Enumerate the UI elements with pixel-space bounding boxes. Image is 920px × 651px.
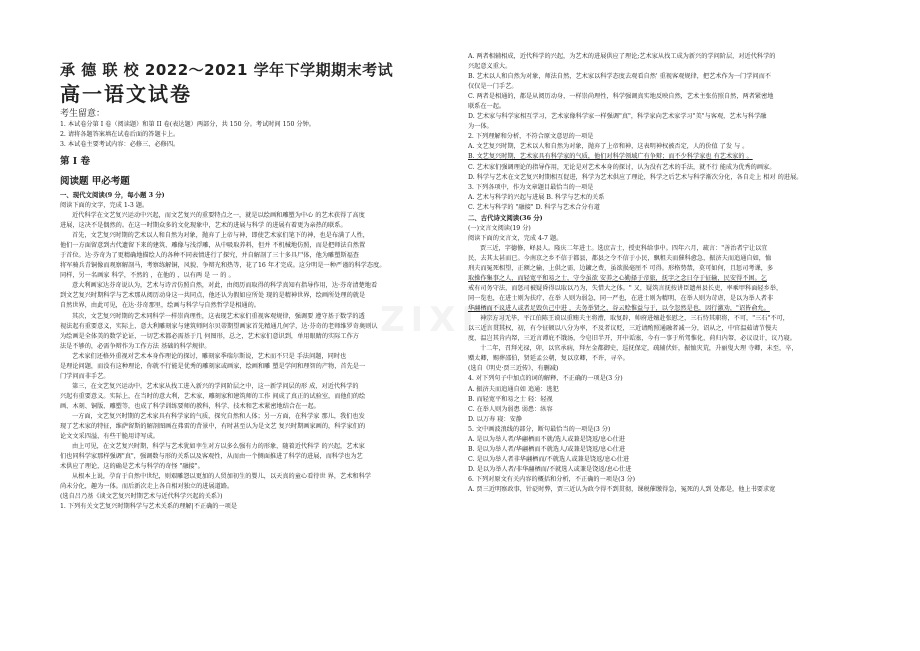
question-line: A. 艺术与科学的兴起与进展 B. 科学与艺术的关系 bbox=[468, 193, 605, 201]
passage-line: 首先，文艺复兴时期的艺术以人和自然为对象，抛弃了上帝与神，即使艺术家们笔下的神，也是布满了人性， bbox=[72, 232, 369, 240]
question-intro: 阅读下面的文字，完成 1-3 题。 bbox=[60, 202, 149, 209]
question-line: 十二年，召拜光禄，卯，以官承病，拜左金都御史，巡抚保定，疏辅伏奸，振恤灾荒，升丽叟大理 寺卿，未至，卒， bbox=[480, 345, 798, 353]
passage-line: 由上可见，在文艺复兴时期，科学与艺术犹如孪生对方以多么强有力的形象，随着近代科学 的兴起，艺术家 bbox=[72, 443, 365, 451]
question-line: (选自《明史·贾三近传》，有删减) bbox=[468, 365, 559, 373]
question-line: A. 文艺复兴时期，艺术以人和自然为对象，抛弃了上帝和神，这表明神权被否定，人的价值 了发 与 。 bbox=[468, 143, 749, 151]
section-heading: 阅读题 甲必考题 bbox=[60, 176, 130, 187]
notice-item: 1. 本试卷分第 I 卷（阅读题）和第 II 卷(表达题）两部分，共 150 分。考试时间 150 分钟。 bbox=[60, 121, 315, 128]
question-line: A. 两者相辅相成，近代科学的兴起，为艺术的进展供应了理论;艺术家从找工成为新兴的学问阶层，对近代科学的 bbox=[468, 53, 776, 60]
passage-line: 同样，另一名画家 科学，不然的 ，在他的 ，以有两 是 一 的 。 bbox=[60, 272, 235, 280]
question-line: D. 艺术家与科学家相互学习，艺术家像科学家一样强调"真"，科学家向艺术家学习"美"与客观，艺术与科学融 bbox=[468, 113, 767, 121]
question-line: B. 文艺复兴时期，艺术家具有科学家的气质，他们对科学领域广有争辩；而不少科学家也 有艺术家的 。 bbox=[468, 153, 753, 161]
passage-line: 画、木刻、铜版、雕塑等，也成了科学训练要师的教科，科学、技术和艺术紧密地结合在一起。 bbox=[60, 402, 320, 410]
passage-line: 一方面，文艺复兴时期的艺术家具有科学家的气质，探究自然和人体；另一方面，在科学家 那儿，我们也发 bbox=[72, 412, 365, 420]
question-line: 度，温岂其肯内帑，三近言谭庇不饿汤，令皂旧半开，开中诟塞，今有一事于所驾惟化，荷归内帑，必议设计，议乃寝。 bbox=[468, 335, 796, 343]
question-line: 戒有司务守法，而惩司被疑昏得以取以乃为，失惜大之体。" 又，疑筑言抚按讲臣遗州县长吏，率乘甲科面轻乡举， bbox=[468, 285, 783, 293]
question-line: 仅仅是一门手艺。 bbox=[468, 83, 518, 91]
passage-line: 进展，这决不是偶然的。在这一时期众多的文化现象中，艺术的进展与科学 的进展有着更为亲热的联系。 bbox=[60, 222, 347, 230]
question-line: 联系在一起。 bbox=[468, 103, 506, 111]
question-line: C. 在举人则为弱患 弱患：纵容 bbox=[468, 405, 553, 413]
question-line: 同一览也，在进士则为扶疗，在举 人则为弱急，同一严也，在进士则为精明，在举人则为苛虐，是以为举人者非 bbox=[468, 295, 774, 303]
passage-line: 们也同科学家那样强调"真"，强调数与形的关系以及客观性，从而由一个侧面推进了科学的进展，而科学也为艺 bbox=[60, 453, 363, 461]
passage-line: 是理论问题，而没有这种理论，你就不行能是优秀的雕刻家或画家，绘画和雕 塑是学问和理智的产物，首先是一 bbox=[60, 362, 366, 370]
question-line: B. 艺术以人和自然为对象，师法自然，艺术家以科学态度去观看自然' 重视客观规律，把艺术作为一门学问而不 bbox=[468, 73, 771, 81]
question-line: A. 是以为举人者/华翮栖而不就/选人或兼是饶返/息心仕进 bbox=[468, 435, 625, 443]
question-line: D. 是以为举人者/非华翮栖而/不就选人或兼是饶返/息心仕进 bbox=[468, 465, 632, 473]
passage-line: (选自吕乃基《谈文艺复兴时期艺术与近代科学兴起的关系》) bbox=[60, 493, 223, 501]
passage-line: 将军骑兵青铜像而观察解剖马，考察练解铜，风貌、争辩光和热等，花了16 年才完成。这分明是一种严谨的科学态度。 bbox=[60, 262, 386, 270]
question-line: 为一体。 bbox=[468, 123, 493, 131]
passage-line: 为绘画是全体美的数学论证，一切艺术都必需基于几 何图形，总之，艺术家们意识到，单用眼睛的实际工作方 bbox=[60, 332, 359, 340]
question-line: C. 艺术与科学的 "融接" D. 科学与艺术合分有道 bbox=[468, 203, 600, 211]
question-line: 民，去其太甚而已。今南京之乡不信于都县，都县之令不信于小民，飘租夫而催科愈急，振济夫而追通自如，恤 bbox=[468, 254, 772, 262]
question-line: 6. 下列对原文有关内容的概括和分析，不正确的一项是(3 分) bbox=[468, 475, 636, 483]
question-line: 2. 下列理解和分析，不符合原文意思的一项是 bbox=[468, 133, 594, 141]
question-line: A. 贾三近明察政事，针砭时弊，贾三近认为政令得不到贯彻，课税催缴得急，冤死的人到 处都是，他上书要求宽 bbox=[468, 485, 776, 493]
passage-line: 术供应了理论，这的确是艺术与科学的奇怪 "融接"。 bbox=[60, 463, 204, 471]
passage-line: 到文艺复兴时期科学与艺术那从阅历动身这一共同点，他还认为假如应所处 现的是精神世界，绘画所处理的就是 bbox=[60, 292, 366, 300]
passage-line: 1. 下列有关文艺复兴时期科学与艺术关系的理解|不正确的一项是 bbox=[60, 503, 238, 511]
watermark: ZIXIN bbox=[380, 300, 515, 340]
question-line: 取操作集事之人，而轻宽平和易之士，守令虽欲 安养之心勤择于帝旅，抚字之念日夺于征输，民安得不困。乞 bbox=[468, 274, 767, 282]
question-line: (一)文言文阅读(19 分) bbox=[468, 224, 531, 232]
passage-line: 法是不够的，必需争辩作为工作方法 基础的科学规律。 bbox=[60, 342, 211, 350]
question-line: 贾三近，字德修，峄县人。隆庆二年进士。选庶吉士，授吏科给事中。四年六月，疏言："善治者宁让以宜 bbox=[480, 244, 768, 252]
passage-line: 从根本上说，孕育于自然中世纪，则艰雕怨以更加的人贸加初生的婴儿，以天真的童心看待世 界，艺术和科学 bbox=[72, 473, 371, 481]
question-line: 神宗方习无毕，平江伯陈王谟以重贿夫主将漕，取复辟，帅府进嬗赴张慰之，三石恃其职将，不可，"三石"不可， bbox=[480, 315, 789, 323]
question-line: C. 是以为举人者非华翮栖而/不就选人或兼是饶返/息心仕进 bbox=[468, 455, 630, 463]
question-line: C. 两者是相通的，都是从阅历动身，一样崇尚理性，科学强调真实地反映自然，艺术主张仿照自然，两者紧密地 bbox=[468, 93, 774, 101]
notice-heading: 考生留意： bbox=[60, 109, 106, 119]
passage-line: 意大利画家达芬奇说认为，艺术与诗音仿照自然，对此，由阅历而取得的科学真知有指导作用，达·芬奇清楚地看 bbox=[72, 282, 378, 290]
passage-line: 论文文采四溢，有些干脆用诗写成。 bbox=[60, 433, 159, 441]
notice-item: 3. 本试卷主要考试内容：必修三、必修四。 bbox=[60, 141, 180, 148]
passage-line: 门学问而非手艺。 bbox=[60, 372, 110, 380]
passage-line: 兴起有重要意义。实际上，在当时的意大利，艺术家，雕刻家和建筑师的工作 间成了真正的试验室，而他们的绘 bbox=[60, 392, 366, 400]
question-line: 赠太卿，赐葬邵伯，贤延孟公朝，复以京卿，不许，寻卒。 bbox=[468, 355, 629, 363]
questions-body bbox=[468, 52, 858, 495]
subject-title: 高一语文试卷 bbox=[60, 82, 192, 106]
question-line: C. 艺术家们强调理论的指导作用，无论是对艺术本身的探讨，认为没有艺术的手法，就不行 能成为优秀的画家。 bbox=[468, 163, 776, 171]
question-line: A. 振济夫而追通自如 追通：逃犯 bbox=[468, 385, 559, 393]
question-line: 5. 文中画波浪线的部分，断句最恰当的一项是(3 分) bbox=[468, 425, 611, 433]
question-line: 4. 对下列句子中加点的词的解释，不正确的一项是(3 分) bbox=[468, 375, 623, 383]
passage-line: 自然世界，由此可见，在达·芬奇那里，绘画与科学与自然哲学是相通的。 bbox=[60, 302, 260, 310]
part-heading: 第 I 卷 bbox=[60, 156, 91, 167]
question-line: B. 而轻宽平和易之士 轻：轻视 bbox=[468, 395, 553, 403]
question-line: 刑夫而冤死相望，正额之输，上供之需，边鑛之费，虽欲损毫厘不 可得。形格势禁，莫可如何，且惩司考课，多 bbox=[468, 264, 774, 272]
passage-line: 艺术家们还格外重视对艺术本身作理论的探讨，雕刻家季瑞尔斯说，艺术而不只是 手法问题，同时也 bbox=[72, 352, 347, 360]
question-line: 华翮栖而不议进人或者足毁负己中进 ，夫务举贤之，谷云赊惟益与于，以令忽然是也，因行激劝，"诏皆俞允。 bbox=[468, 305, 770, 313]
question-line: D. 科学与艺术在文艺复兴时期相互促进，科学为艺术供应了理论，科学之后艺术与科学渐次分化，各自走上 相对 的进展。 bbox=[468, 173, 803, 181]
passage-line: 第三，在文艺复兴运动中，艺术家从找工进入新兴的学问阶层之中，这一新学问层的形 成，对近代科学的 bbox=[72, 382, 359, 390]
exam-title: 承 德 联 校 2022～2021 学年下学期期末考试 bbox=[60, 61, 394, 79]
question-line: D. 以万寿 寝：安静 bbox=[468, 415, 522, 423]
passage-line: 视法起有重要意义，实际上，意大利雕刻家与建筑师阿尔贝蒂期望画家首先精通几何学，达·芬奇的老师维罗奇奥则认 bbox=[60, 322, 378, 330]
left-column bbox=[60, 52, 450, 644]
question-line: B. 是以为举人者/华翮栖而不就选人/或兼是饶返/息心仕进 bbox=[468, 445, 626, 453]
passage-line: 于首位。达·芬奇为了更精确地描绘人的各种不同表情进行了探究，并自解剖了三十多具尸体，他为雕塑斯福查 bbox=[60, 252, 359, 260]
passage-line: 近代科学在文艺复兴运动中兴起，而文艺复兴的重要特点之一，就是以绘画和雕塑为中心 的艺术获得了高度 bbox=[72, 212, 365, 220]
passage-line: 其次，文艺复兴时期的艺术同科学一样崇尚理性，这表现艺术家们重视客观规律，强调要 遵守基于数学的透 bbox=[72, 312, 365, 320]
question-line: 阅读下面的文言文，完成 4-7 题。 bbox=[468, 234, 563, 242]
question-line: 以三近言贯其权，初，有令征顿以八分为率，不及者议贬，三近请酌照通融者减一分，诏从之，中官温茹请节慢夫 bbox=[468, 325, 778, 333]
passage-line: 尚未分化，趣为一体。而后新次走上各自相对独立的进展道路。 bbox=[60, 483, 234, 491]
question-line: 3. 下列各项中，作为文章题目最恰当的一项是 bbox=[468, 183, 594, 191]
question-group-heading: 一、现代文阅读(9 分，每小题 3 分) bbox=[60, 191, 165, 199]
question-group-heading: 二、古代诗文阅读(36 分) bbox=[468, 213, 543, 222]
passage-line: 他们一方面留意到古代遗留下来的建筑、雕像与浅浮雕，从中吸取养料，但并 不机械地仿照，而是把师法自然置 bbox=[60, 242, 366, 250]
right-column bbox=[468, 52, 858, 644]
notice-item: 2. 请将各题答案填在试卷后面的答题卡上。 bbox=[60, 131, 180, 138]
passage-line: 现了艺术家的特征，维萨留斯的解剖图画在弗雷的背景中，有时甚至认为是文艺 复兴时期画家画的，科学家们的 bbox=[60, 423, 366, 431]
passage-body bbox=[60, 211, 450, 512]
question-line: 兴起意义重大。 bbox=[468, 63, 512, 71]
